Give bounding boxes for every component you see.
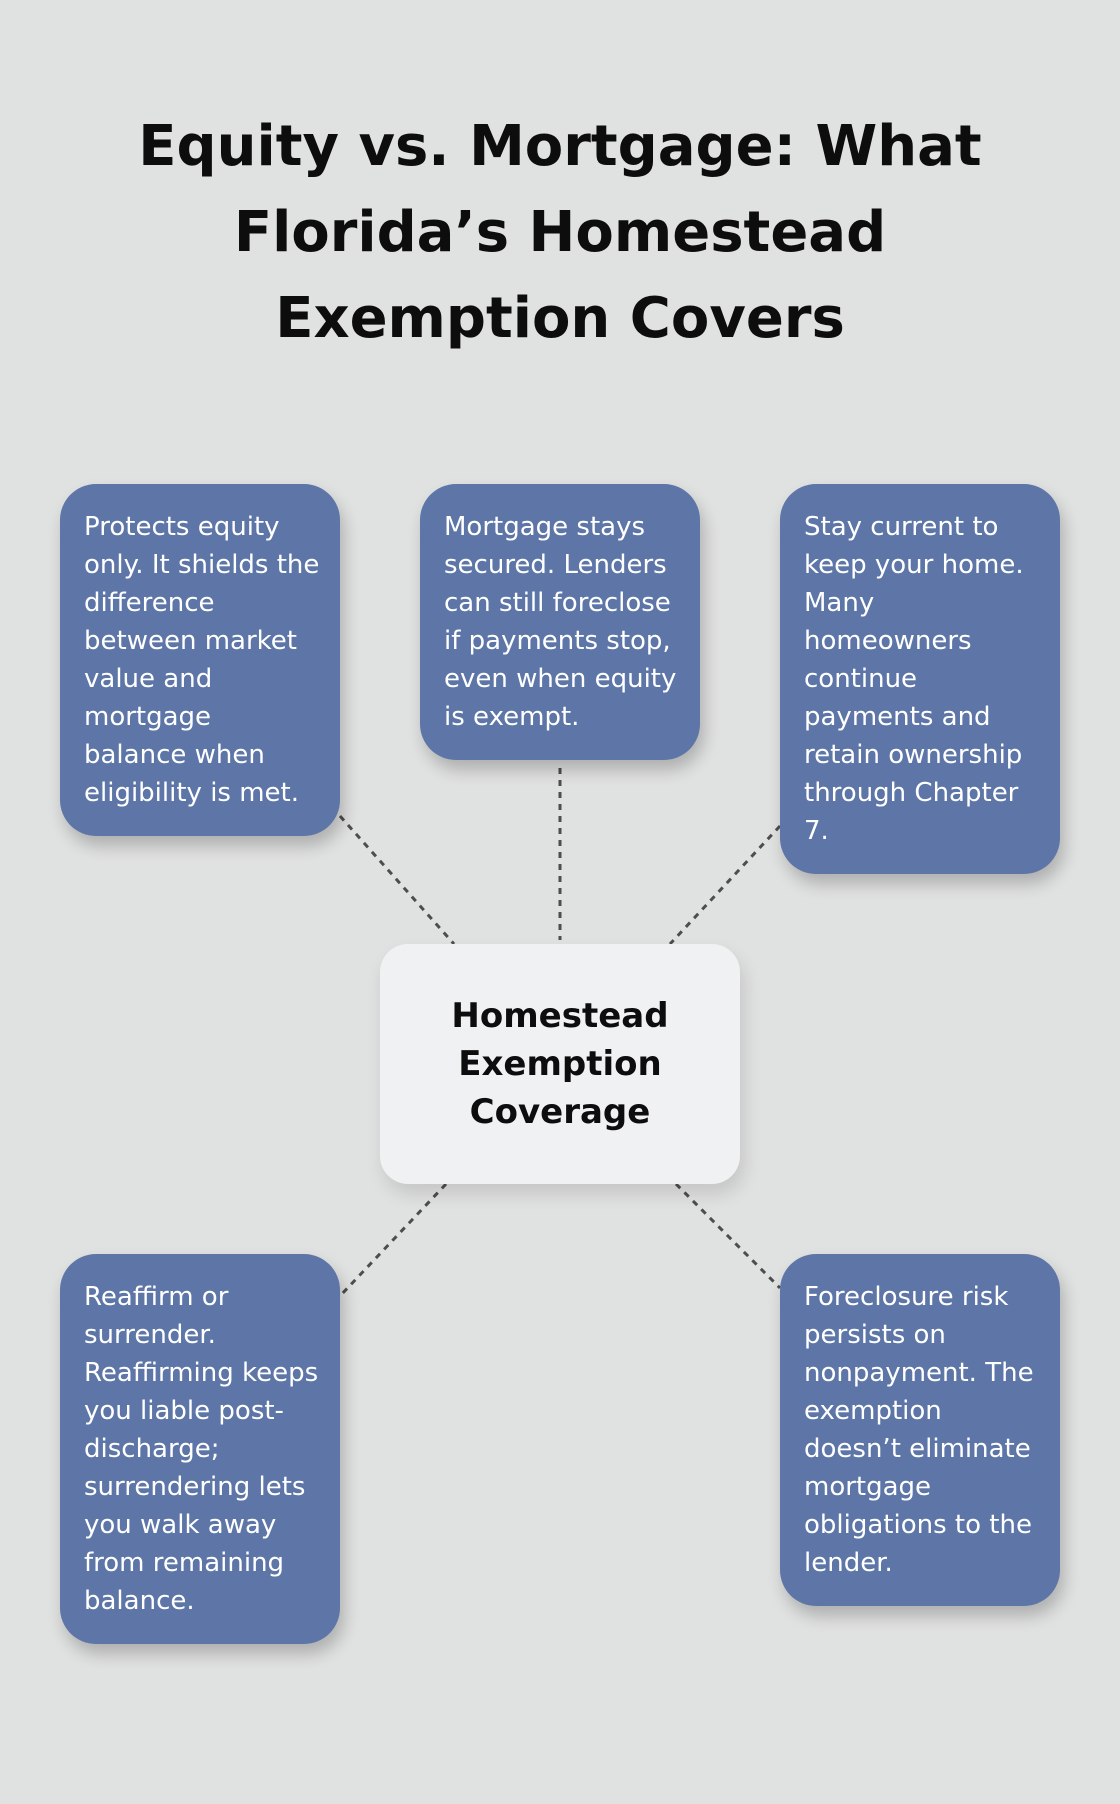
center-node-label: Homestead Exemption Coverage — [451, 996, 669, 1132]
connector-bottom-left — [340, 1184, 446, 1296]
connector-top-left — [340, 816, 454, 944]
center-node — [380, 944, 740, 1184]
info-box-reaffirm-surrender: Reaffirm or surrender. Reaffirming keeps you liable post-discharge; surrendering lets you walk away from remaining balance. — [60, 1254, 340, 1644]
info-box-foreclosure-risk: Foreclosure risk persists on nonpayment. The exemption doesn’t eliminate mortgage obligations to the lender. — [780, 1254, 1060, 1606]
info-box-mortgage-secured: Mortgage stays secured. Lenders can still foreclose if payments stop, even when equity is exempt. — [420, 484, 700, 760]
info-box-stay-current: Stay current to keep your home. Many homeowners continue payments and retain ownership through Chapter 7. — [780, 484, 1060, 874]
connector-bottom-right — [676, 1184, 780, 1288]
page-title: Equity vs. Mortgage: What Florida’s Homestead Exemption Covers — [138, 114, 982, 351]
info-box-equity: Protects equity only. It shields the difference between market value and mortgage balance when eligibility is met. — [60, 484, 340, 836]
connector-top-right — [670, 826, 780, 944]
